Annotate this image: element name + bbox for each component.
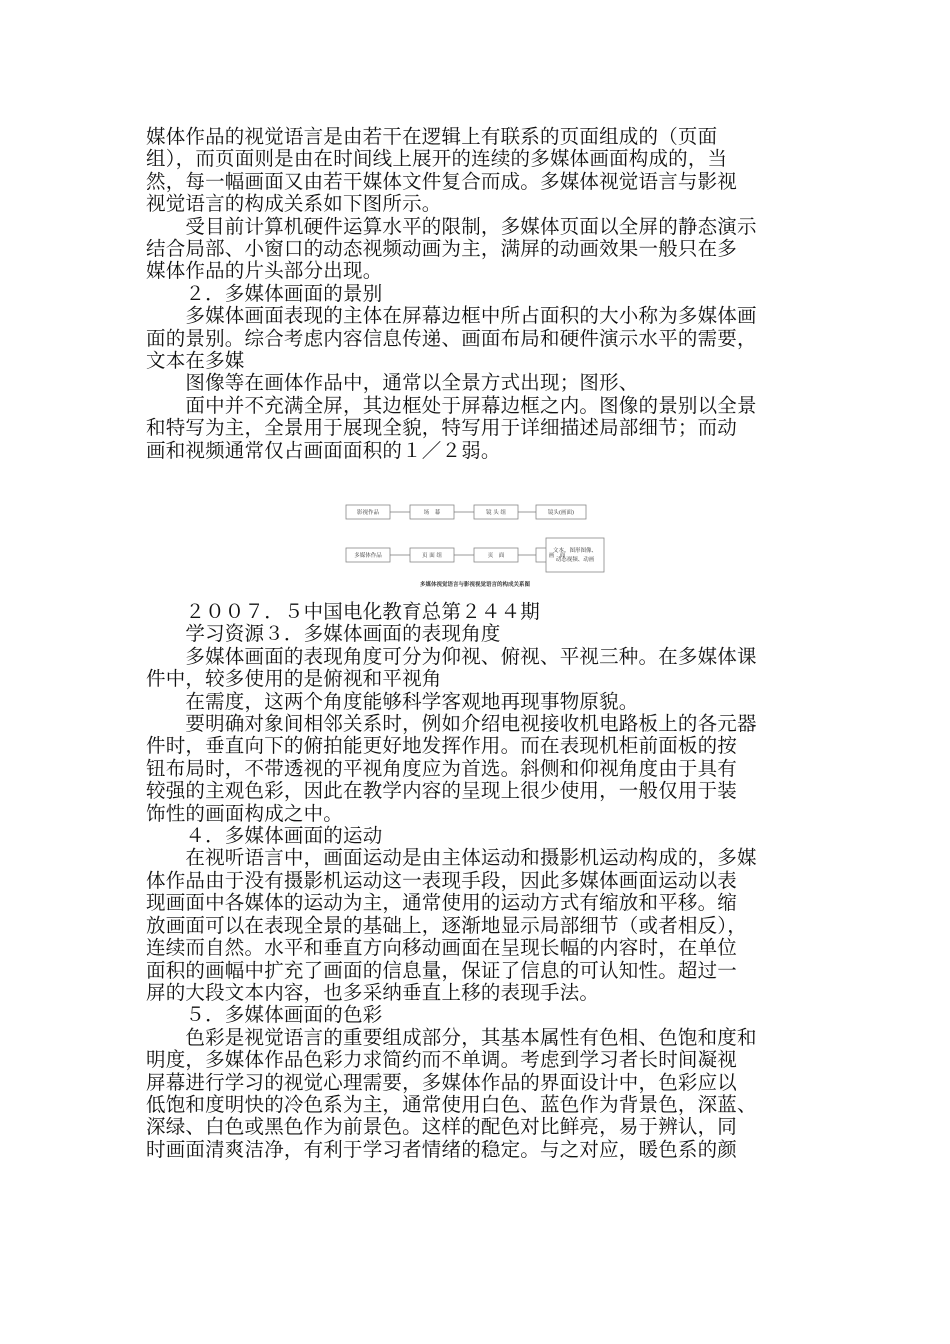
text-line: 面中并不充满全屏，其边框处于屏幕边框之内。图像的景别以全景	[146, 393, 757, 417]
text-line: 受目前计算机硬件运算水平的限制，多媒体页面以全屏的静态演示	[146, 214, 757, 238]
text-line: 钮布局时，不带透视的平视角度应为首选。斜侧和仰视角度由于具有	[146, 756, 738, 780]
text-line: 屏的大段文本内容，也多采纳垂直上移的表现手法。	[146, 980, 600, 1004]
text-line: 媒体作品的视觉语言是由若干在逻辑上有联系的页面组成的（页面	[146, 125, 718, 148]
text-line: 件中，较多使用的是俯视和平视角	[146, 667, 442, 691]
text-line: 低饱和度明快的冷色系为主，通常使用白色、蓝色作为背景色，深蓝、	[146, 1092, 757, 1116]
journal-footer-line: ２００７．５中国电化教育总第２４４期	[146, 600, 541, 623]
text-line: 较强的主观色彩，因此在教学内容的呈现上很少使用，一般仅用于装	[146, 779, 738, 803]
text-line: 多媒体画面表现的主体在屏幕边框中所占面积的大小称为多媒体画	[146, 304, 757, 328]
diagram-caption: 多媒体视觉语言与影视视觉语言的构成关系图	[419, 582, 531, 588]
text-line: 饰性的画面构成之中。	[146, 801, 344, 825]
text-line: 要明确对象间相邻关系时，例如介绍电视接收机电路板上的各元器	[146, 712, 757, 736]
text-block-upper	[146, 126, 806, 462]
text-line: 深绿、白色或黑色作为前景色。这样的配色对比鲜亮，易于辨认，同	[146, 1115, 738, 1139]
text-line: 面积的画幅中扩充了画面的信息量，保证了信息的可认知性。超过一	[146, 958, 738, 982]
text-line: 现画面中各媒体的运动为主，通常使用的运动方式有缩放和平移。缩	[146, 891, 738, 915]
text-line: 在需度，这两个角度能够科学客观地再现事物原貌。	[146, 689, 639, 713]
text-line: 明度，多媒体作品色彩力求简约而不单调。考虑到学习者长时间凝视	[146, 1048, 738, 1072]
text-line: 文本在多媒	[146, 349, 245, 373]
text-line: 连续而自然。水平和垂直方向移动画面在呈现长幅的内容时，在单位	[146, 936, 738, 960]
text-line: 件时，垂直向下的俯拍能更好地发挥作用。而在表现机柜前面板的按	[146, 734, 738, 758]
text-line: 屏幕进行学习的视觉心理需要，多媒体作品的界面设计中，色彩应以	[146, 1070, 738, 1094]
section-heading: ２．多媒体画面的景别	[146, 281, 383, 305]
diagram-label: 镜 头 组	[486, 510, 506, 516]
text-line: 时画面清爽洁净，有利于学习者情绪的稳定。与之对应，暖色系的颜	[146, 1137, 738, 1161]
text-line: 多媒体画面的表现角度可分为仰视、俯视、平视三种。在多媒体课	[146, 644, 757, 668]
section-heading: 学习资源３．多媒体画面的表现角度	[146, 622, 501, 646]
text-line: 面的景别。综合考虑内容信息传递、画面布局和硬件演示水平的需要，	[146, 326, 757, 350]
text-line: 在视听语言中，画面运动是由主体运动和摄影机运动构成的，多媒	[146, 846, 757, 870]
diagram-label: 画 面	[548, 553, 566, 559]
diagram-label: 页 面	[487, 553, 505, 559]
text-line: 体作品由于没有摄影机运动这一表现手段，因此多媒体画面运动以表	[146, 868, 738, 892]
diagram-label: 镜头(画面)	[547, 510, 575, 516]
text-line: 和特写为主，全景用于展现全貌，特写用于详细描述局部细节；而动	[146, 416, 738, 440]
text-line: 放画面可以在表现全景的基础上，逐渐地显示局部细节（或者相反），	[146, 913, 747, 937]
text-line: 图像等在画体作品中，通常以全景方式出现；图形、	[146, 371, 639, 395]
text-line: 媒体作品的片头部分出现。	[146, 259, 383, 283]
text-line: 视觉语言的构成关系如下图所示。	[146, 192, 442, 216]
diagram-label: 多媒体作品	[354, 553, 382, 559]
diagram-label: 影视作品	[356, 510, 380, 516]
text-block-lower	[146, 601, 806, 1161]
text-line: 组），而页面则是由在时间线上展开的连续的多媒体画面构成的，当	[146, 147, 728, 171]
section-heading: ５．多媒体画面的色彩	[146, 1003, 383, 1027]
diagram-label: 场 幕	[423, 510, 441, 516]
diagram-label: 页 面 组	[422, 553, 442, 559]
composition-diagram	[340, 500, 610, 592]
section-heading: ４．多媒体画面的运动	[146, 824, 383, 848]
text-line: 画和视频通常仅占画面面积的１／２弱。	[146, 438, 501, 462]
text-line: 色彩是视觉语言的重要组成部分，其基本属性有色相、色饱和度和	[146, 1025, 757, 1049]
diagram-label: 文本、图形图像、	[552, 548, 598, 554]
diagram-label: 动态视频、动画	[555, 557, 595, 563]
text-line: 然，每一幅画面又由若干媒体文件复合而成。多媒体视觉语言与影视	[146, 169, 738, 193]
text-line: 结合局部、小窗口的动态视频动画为主，满屏的动画效果一般只在多	[146, 237, 738, 261]
